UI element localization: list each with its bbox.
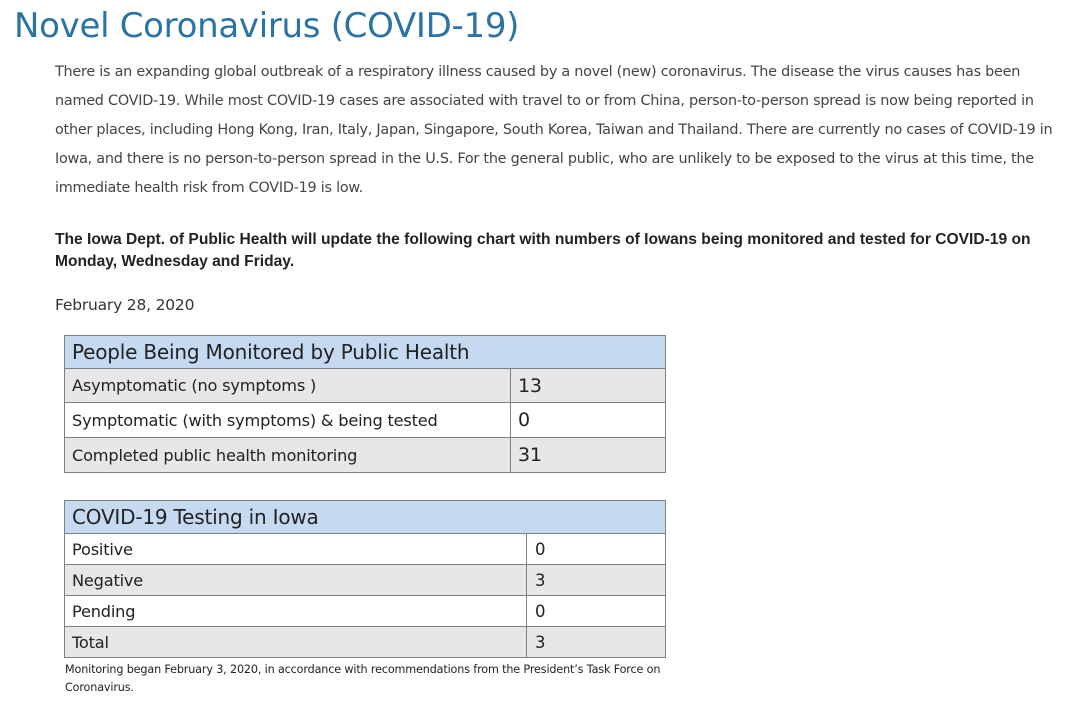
row-value: 3 <box>527 627 666 658</box>
monitoring-table <box>64 335 666 473</box>
row-label: Negative <box>65 565 527 596</box>
row-value: 0 <box>527 596 666 627</box>
row-value: 3 <box>527 565 666 596</box>
testing-table-header: COVID-19 Testing in Iowa <box>65 501 666 534</box>
table-row <box>65 565 666 596</box>
row-value: 31 <box>511 438 666 473</box>
monitoring-footnote: Monitoring began February 3, 2020, in accordance with recommendations from the President’s Task Force on Coronavirus. <box>65 663 661 694</box>
testing-table <box>64 500 666 658</box>
table-row <box>65 627 666 658</box>
page-title: Novel Coronavirus (COVID-19) <box>14 6 520 46</box>
row-label: Pending <box>65 596 527 627</box>
update-notice: The Iowa Dept. of Public Health will update the following chart with numbers of Iowans being monitored and tested for COVID-19 on Monday, Wednesday and Friday. <box>55 231 1031 270</box>
row-label: Symptomatic (with symptoms) & being tested <box>65 403 511 438</box>
row-label: Completed public health monitoring <box>65 438 511 473</box>
monitoring-table-header: People Being Monitored by Public Health <box>65 336 666 369</box>
table-row <box>65 438 666 473</box>
row-value: 0 <box>511 403 666 438</box>
report-date: February 28, 2020 <box>55 296 195 314</box>
row-label: Asymptomatic (no symptoms ) <box>65 369 511 403</box>
table-row <box>65 369 666 403</box>
intro-paragraph: There is an expanding global outbreak of a respiratory illness caused by a novel (new) coronavirus. The disease the virus causes has been named COVID-19. While most COVID-19 cases are associated with travel to or from China, person-to-person spread is now being reported in other places, including Hong Kong, Iran, Italy, Japan, Singapore, South Korea, Taiwan and Thailand. There are currently no cases of COVID-19 in Iowa, and there is no person-to-person spread in the U.S. For the general public, who are unlikely to be exposed to the virus at this time, the immediate health risk from COVID-19 is low. <box>55 64 1053 196</box>
row-value: 0 <box>527 534 666 565</box>
table-row <box>65 403 666 438</box>
row-value: 13 <box>511 369 666 403</box>
row-label: Positive <box>65 534 527 565</box>
table-row <box>65 534 666 565</box>
row-label: Total <box>65 627 527 658</box>
table-row <box>65 596 666 627</box>
